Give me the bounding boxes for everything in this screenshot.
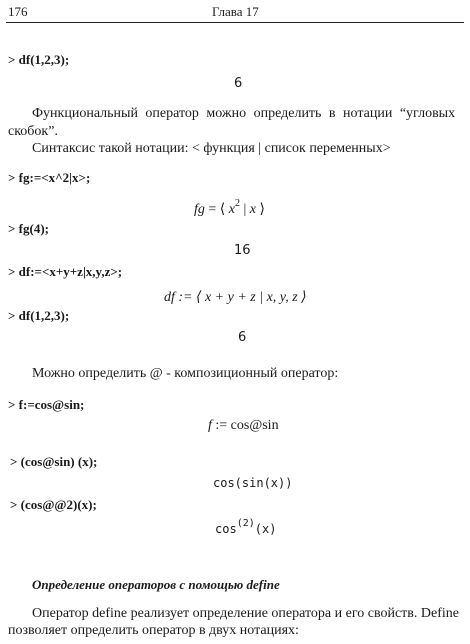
math-bar: | bbox=[243, 202, 247, 217]
maple-output: 6 bbox=[234, 76, 243, 91]
math-exponent: 2 bbox=[234, 198, 240, 209]
math-lhs: df bbox=[164, 290, 175, 305]
maple-output-math bbox=[194, 198, 265, 218]
maple-command: > (cos@sin) (x); bbox=[10, 454, 98, 469]
maple-output: 16 bbox=[234, 243, 251, 258]
paragraph-line: Можно определить @ - композиционный оператор: bbox=[32, 366, 339, 381]
math-arg: (x) bbox=[254, 522, 277, 536]
paragraph-line: скобок”. bbox=[8, 124, 58, 139]
paragraph-line: Синтаксис такой нотации: < функция | список переменных> bbox=[32, 141, 391, 156]
math-base: x bbox=[228, 202, 235, 217]
math-base: cos bbox=[215, 522, 237, 536]
section-heading: Определение операторов с помощью define bbox=[32, 577, 280, 592]
maple-output-math bbox=[208, 418, 279, 434]
math-rest: := ⟨ x + y + z | x, y, z ⟩ bbox=[178, 290, 307, 305]
paragraph-line: Оператор define реализует определение оператора и его свойств. Define bbox=[32, 606, 459, 621]
math-open-bracket: ⟨ bbox=[219, 202, 226, 217]
maple-output-math bbox=[164, 289, 307, 306]
header-rule bbox=[6, 22, 464, 23]
math-close-bracket: ⟩ bbox=[259, 202, 265, 217]
maple-command: > df:=<x+y+z|x,y,z>; bbox=[8, 264, 123, 279]
math-eq: = bbox=[208, 202, 217, 217]
maple-output-math bbox=[215, 518, 276, 536]
math-lhs: f bbox=[208, 418, 212, 433]
maple-command: > f:=cos@sin; bbox=[8, 397, 85, 412]
math-rest: := cos@sin bbox=[215, 418, 279, 433]
math-exponent: (2) bbox=[236, 518, 255, 529]
maple-command: > df(1,2,3); bbox=[8, 308, 70, 323]
paragraph-line: Функциональный оператор можно определить в нотации “угловых bbox=[32, 106, 456, 121]
maple-command: > fg:=<x^2|x>; bbox=[8, 170, 91, 185]
math-var: x bbox=[249, 202, 257, 217]
maple-command: > df(1,2,3); bbox=[8, 52, 70, 67]
maple-command: > (cos@@2)(x); bbox=[10, 497, 97, 512]
paragraph-line: позволяет определить оператор в двух нотациях: bbox=[8, 623, 299, 638]
math-lhs: fg bbox=[194, 202, 205, 217]
maple-output: 6 bbox=[238, 330, 247, 345]
maple-output: cos(sin(x)) bbox=[213, 476, 293, 490]
maple-command: > fg(4); bbox=[8, 221, 49, 236]
chapter-title: Глава 17 bbox=[212, 4, 259, 19]
page-number: 176 bbox=[8, 4, 28, 19]
